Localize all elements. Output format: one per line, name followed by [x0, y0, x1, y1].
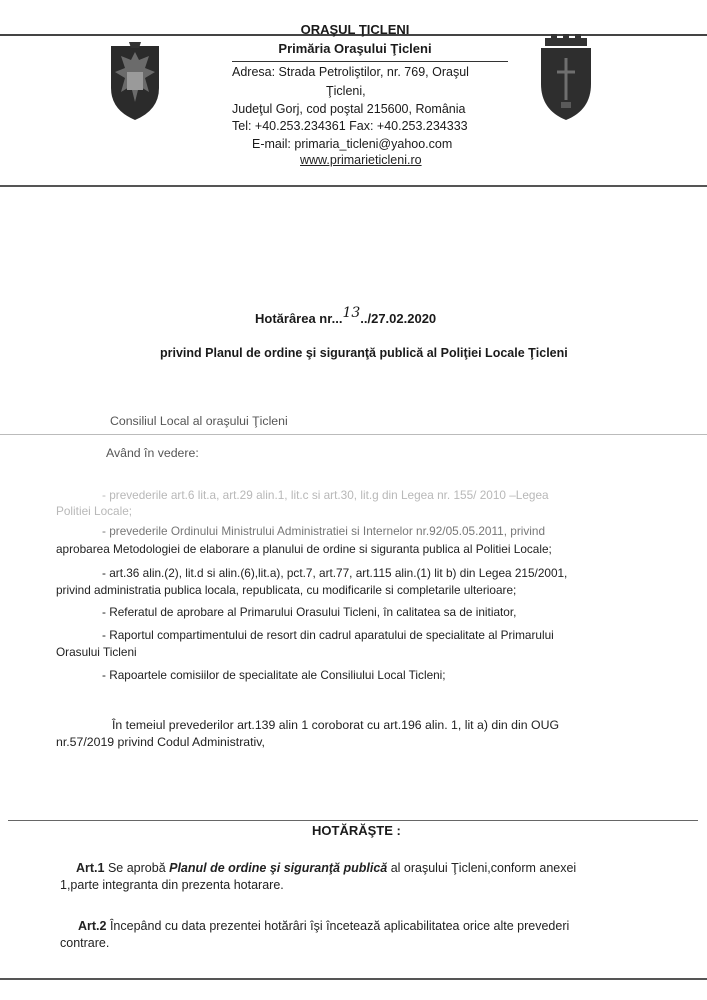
- article-1-plan-title: Planul de ordine şi siguranţă publică: [169, 861, 388, 875]
- scan-line-1: [0, 434, 707, 435]
- bottom-border-line: [0, 978, 707, 980]
- article-2: [78, 918, 569, 934]
- legal-basis-line-2: nr.57/2019 privind Codul Administrativ,: [56, 735, 265, 749]
- considering-item-1: - prevederile art.6 lit.a, art.29 alin.1, lit.c si art.30, lit.g din Legea nr. 155/ 2010 –Legea: [102, 488, 549, 502]
- decision-number: [255, 305, 437, 327]
- considering-item-1-cont: Politiei Locale;: [56, 504, 133, 518]
- considering-item-2: - prevederile Ordinului Ministrului Administratiei si Internelor nr.92/05.05.2011, privind: [102, 524, 546, 538]
- considering-item-4: - Referatul de aprobare al Primarului Orasului Ticleni, în calitatea sa de initiator,: [102, 605, 517, 619]
- header-address-line-3: Judeţul Gorj, cod poştal 215600, România: [232, 102, 466, 116]
- considering-item-3-cont: privind administratia publica locala, republicata, cu modificarile si completarile ulterioare;: [56, 583, 517, 597]
- decision-number-date: ../27.02.2020: [360, 311, 437, 326]
- resolution-top-rule: [8, 820, 698, 821]
- article-1-text-start: Se aprobă: [104, 861, 170, 875]
- article-1-text-end: al oraşului Ţicleni,conform anexei: [387, 861, 577, 875]
- decision-subject: privind Planul de ordine şi siguranţă publică al Poliţiei Locale Ţicleni: [160, 346, 568, 360]
- ticleni-coat-of-arms-icon: [535, 32, 597, 122]
- article-1: [76, 860, 576, 876]
- article-1-label: Art.1: [76, 861, 105, 875]
- header-address-line-2: Ţicleni,: [326, 84, 366, 98]
- considering-heading: Având în vedere:: [106, 446, 199, 460]
- decision-number-handwritten: 13: [342, 305, 361, 321]
- header-website-link[interactable]: www.primarieticleni.ro: [300, 153, 422, 167]
- header-city-hall-title: Primăria Oraşului Ţicleni: [278, 41, 432, 56]
- romania-coat-of-arms-icon: [105, 38, 165, 123]
- resolution-heading: HOTĂRĂŞTE :: [312, 823, 401, 838]
- considering-item-5-cont: Orasului Ticleni: [56, 645, 137, 659]
- considering-item-5: - Raportul compartimentului de resort din cadrul aparatului de specialitate al Primarului: [102, 628, 554, 642]
- header-address-line-1: Adresa: Strada Petroliştilor, nr. 769, Oraşul: [232, 65, 469, 79]
- header-phone-fax: Tel: +40.253.234361 Fax: +40.253.234333: [232, 119, 468, 133]
- considering-item-2-cont: aprobarea Metodologiei de elaborare a planului de ordine si siguranta publica al Politiei Locale;: [56, 542, 552, 556]
- article-2-line-2: contrare.: [60, 936, 110, 950]
- header-bottom-border: [0, 185, 707, 187]
- legal-basis-line-1: În temeiul prevederilor art.139 alin 1 coroborat cu art.196 alin. 1, lit a) din din OUG: [112, 718, 560, 732]
- article-2-label: Art.2: [78, 919, 107, 933]
- header-email: E-mail: primaria_ticleni@yahoo.com: [252, 137, 453, 151]
- header-title-underline: [232, 61, 508, 62]
- considering-item-6: - Rapoartele comisiilor de specialitate ale Consiliului Local Ticleni;: [102, 668, 446, 682]
- considering-item-3: - art.36 alin.(2), lit.d si alin.(6),lit.a), pct.7, art.77, art.115 alin.(1) lit b) din Legea 215/2001,: [102, 566, 568, 580]
- header-town-title: ORAŞUL ŢICLENI: [300, 22, 410, 37]
- decision-number-prefix: Hotărârea nr...: [255, 311, 343, 326]
- article-2-text: Începând cu data prezentei hotărâri îşi încetează aplicabilitatea orice alte prevederi: [106, 919, 570, 933]
- article-1-line-2: 1,parte integranta din prezenta hotarare.: [60, 878, 284, 892]
- council-name: Consiliul Local al oraşului Ţicleni: [110, 414, 288, 428]
